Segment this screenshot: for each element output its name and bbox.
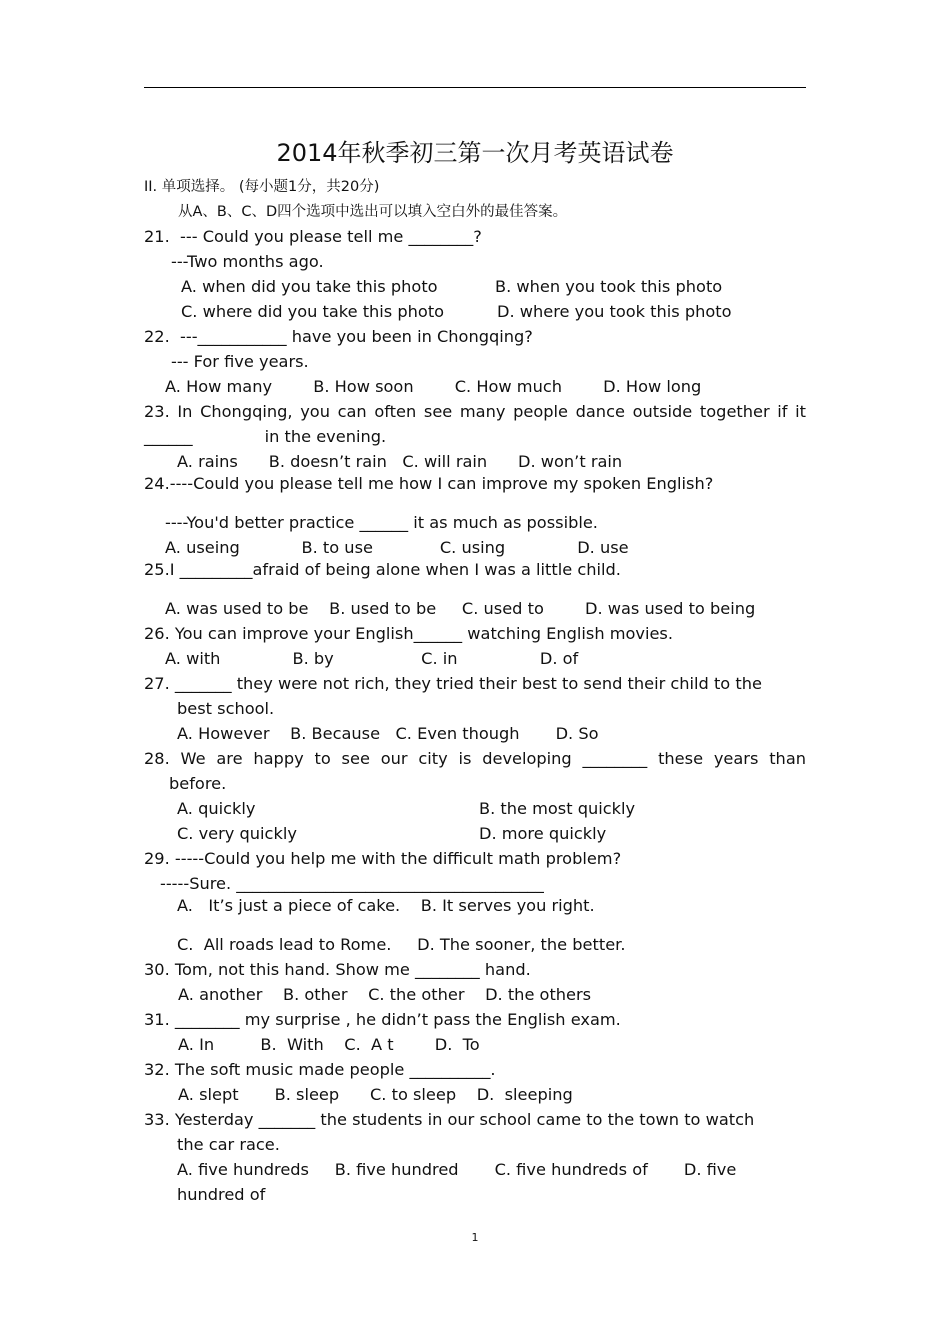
answer-line: --- For five years. bbox=[171, 352, 309, 371]
question-27: 27. _______ they were not rich, they tried their best to send their child to the bbox=[144, 674, 762, 693]
section-instruction: 从A、B、C、D四个选项中选出可以填入空白外的最佳答案。 bbox=[178, 204, 568, 220]
options-row: A. was used to be B. used to be C. used to D. was used to being bbox=[165, 599, 756, 618]
header-rule bbox=[144, 87, 806, 88]
question-23: 23. In Chongqing, you can often see many people dance outside together if it bbox=[144, 402, 806, 421]
question-continuation: ______ in the evening. bbox=[144, 427, 387, 446]
answer-line: ----You'd better practice ______ it as much as possible. bbox=[165, 513, 598, 532]
answer-line: ---Two months ago. bbox=[171, 252, 324, 271]
options-row: A. How many B. How soon C. How much D. How long bbox=[165, 377, 702, 396]
question-continuation: the car race. bbox=[177, 1135, 280, 1154]
option-d: D. more quickly bbox=[479, 824, 607, 843]
option-b: B. when you took this photo bbox=[495, 277, 723, 296]
question-25: 25.I _________afraid of being alone when I was a little child. bbox=[144, 560, 621, 579]
question-24: 24.----Could you please tell me how I can improve my spoken English? bbox=[144, 474, 714, 493]
option-a: A. quickly bbox=[177, 799, 256, 818]
option-c: C. very quickly bbox=[177, 824, 297, 843]
question-22: 22. ---___________ have you been in Chongqing? bbox=[144, 327, 533, 346]
question-26: 26. You can improve your English______ watching English movies. bbox=[144, 624, 674, 643]
exam-title: 2014年秋季初三第一次月考英语试卷 bbox=[276, 139, 674, 167]
options-row: A. rains B. doesn’t rain C. will rain D. won’t rain bbox=[177, 452, 623, 471]
options-row: C. All roads lead to Rome. D. The sooner, the better. bbox=[177, 935, 626, 954]
question-21: 21. --- Could you please tell me ________? bbox=[144, 227, 482, 246]
options-row: A. useing B. to use C. using D. use bbox=[165, 538, 629, 557]
answer-line: -----Sure. ______________________________________ bbox=[160, 874, 544, 893]
page-number: 1 bbox=[471, 1231, 479, 1244]
question-30: 30. Tom, not this hand. Show me ________ hand. bbox=[144, 960, 531, 979]
option-d: D. where you took this photo bbox=[497, 302, 732, 321]
option-c: C. where did you take this photo bbox=[181, 302, 445, 321]
options-row: A. However B. Because C. Even though D. So bbox=[177, 724, 599, 743]
question-29: 29. -----Could you help me with the difficult math problem? bbox=[144, 849, 622, 868]
options-row-continuation: hundred of bbox=[177, 1185, 266, 1204]
options-row: A. It’s just a piece of cake. B. It serves you right. bbox=[177, 896, 595, 915]
question-33: 33. Yesterday _______ the students in our school came to the town to watch bbox=[144, 1110, 755, 1129]
options-row: A. In B. With C. A t D. To bbox=[178, 1035, 480, 1054]
question-continuation: before. bbox=[169, 774, 227, 793]
option-b: B. the most quickly bbox=[479, 799, 636, 818]
options-row: A. slept B. sleep C. to sleep D. sleeping bbox=[178, 1085, 573, 1104]
section-heading: II. 单项选择。 (每小题1分，共20分) bbox=[144, 179, 380, 195]
question-28: 28. We are happy to see our city is developing ________ these years than bbox=[144, 749, 806, 768]
options-row: A. five hundreds B. five hundred C. five hundreds of D. five bbox=[177, 1160, 737, 1179]
option-a: A. when did you take this photo bbox=[181, 277, 438, 296]
options-row: A. with B. by C. in D. of bbox=[165, 649, 579, 668]
question-31: 31. ________ my surprise , he didn’t pass the English exam. bbox=[144, 1010, 621, 1029]
options-row: A. another B. other C. the other D. the others bbox=[178, 985, 592, 1004]
question-continuation: best school. bbox=[177, 699, 275, 718]
question-32: 32. The soft music made people __________. bbox=[144, 1060, 496, 1079]
